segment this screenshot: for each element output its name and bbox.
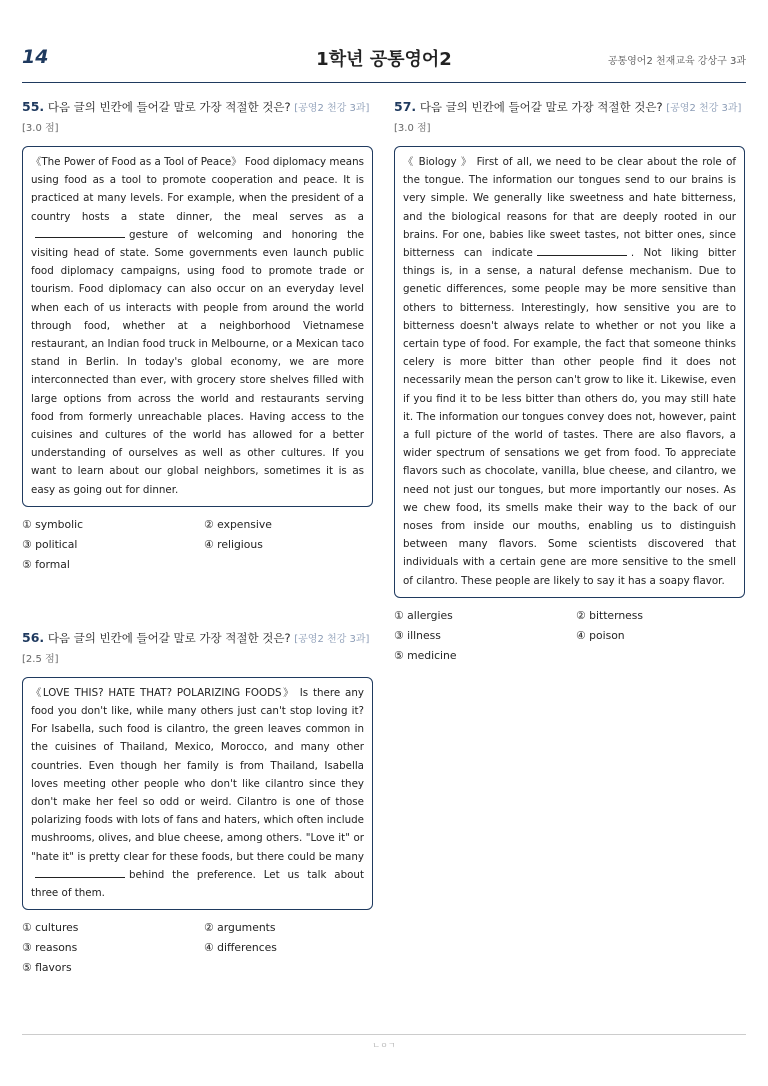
choice-5[interactable]: ⑤ formal — [22, 557, 70, 571]
choice-5[interactable]: ⑤ flavors — [22, 961, 72, 975]
passage-text: 《LOVE THIS? HATE THAT? POLARIZING FOODS》 Is there any food you don't like, while many others just can't stop loving it? For Isabella, such food is cilantro, the green leaves common in the cuisines of Thailand, Mexico, Morocco, and many other countries. Even though her family is from Thailand, Isabella loves meeting other people who don't like cilantro since they don't make her feel so odd or weird. Cilantro is one of those polarizing foods with lots of fans and haters, which often include mushrooms, olives, and blue cheese, among others. "Love it" or "hate it" is pretty clear for these foods, but there could be many — [31, 686, 364, 863]
passage-box — [22, 146, 373, 507]
footer-mark: ㄴㅇㄱ — [372, 1041, 396, 1050]
left-column — [22, 98, 373, 976]
passage-box — [22, 677, 373, 910]
passage-text: . Not liking bitter things is, in a sense, a natural defense mechanism. Due to genetic differences, some people may be more sensitive than others to bitterness. Interestingly, how sensitive you are to bitterness doesn't always relate to whether or not you like a certain type of food. For example, the fact that someone thinks celery is more bitter than other people find it does not necessarily mean the person can't grow to like it. Likewise, even if you find it to be less bitter than others do, you may still hate it. The information our tongues convey does not, however, paint a full picture of the world of tastes. There are also flavors, a wider spectrum of sensations we get from food. To appreciate flavors such as chocolate, vanilla, blue cheese, and cilantro, we need not just our tongues, but more importantly our noses. As we chew food, its smells make their way to the back of our noses from inside our mouths, enabling us to distinguish between many flavors. Some scientists discovered that individuals with a certain gene are more sensitive to the smell of cilantro. These people are likely to say it has a soapy flavor. — [403, 247, 736, 587]
choice-4[interactable]: ④ differences — [204, 941, 277, 955]
question-points: [2.5 점] — [22, 653, 59, 665]
answer-blank — [537, 244, 627, 256]
choice-1[interactable]: ① symbolic — [22, 517, 84, 531]
question-tag: [공영2 천강 3과] — [666, 103, 742, 114]
passage-text: 《The Power of Food as a Tool of Peace》 Food diplomacy means using food as a tool to promote cooperation and peace. It is practiced at many levels. For example, when the president of a country hosts a state dinner, the meal serves as a — [31, 156, 364, 223]
question-number: 55. — [22, 99, 45, 114]
question-number: 56. — [22, 629, 45, 645]
passage-text: 《 Biology 》 First of all, we need to be clear about the role of the tongue. The information our tongues send to our brains is very simple. We generally like sweetness and hate bitterness, and the biological reasons for that are deeply rooted in our brains. For one, babies like sweet tastes, not bitter ones, since bitterness can indicate — [403, 156, 736, 260]
choice-2[interactable]: ② bitterness — [576, 608, 644, 622]
page-number: 14 — [22, 46, 49, 68]
answer-blank — [35, 226, 125, 238]
passage-text: gesture of welcoming and honoring the visiting head of state. Some governments even launch public food diplomacy campaigns, using food to promote trade or tourism. Food diplomacy can also occur on an everyday level when each of us interacts with people from around the world through food, whether at a neighborhood Vietnamese restaurant, an Indian food truck in Melbourne, or a Mexican taco stand in Berlin. In today's global economy, we are more interconnected than ever, with grocery store shelves filled with large options from across the world and restaurants serving food from formerly unreachable places. Having access to the cuisines and cultures of the world has allowed for a better understanding of ourselves as well as other cultures. If you want to learn about our global neighbors, sometimes it is as easy as going out for dinner. — [31, 228, 364, 496]
question-56 — [22, 629, 373, 976]
answer-choices — [22, 920, 373, 976]
answer-choices — [22, 517, 373, 573]
answer-blank — [35, 866, 125, 878]
choice-1[interactable]: ① cultures — [22, 921, 79, 935]
document-title: 1학년 공통영어2 — [316, 49, 452, 70]
question-tag: [공영2 천강 3과] — [294, 103, 370, 114]
choice-5[interactable]: ⑤ medicine — [394, 648, 457, 662]
question-header — [22, 98, 373, 138]
question-55 — [22, 98, 373, 573]
choice-4[interactable]: ④ religious — [204, 537, 263, 551]
question-header — [394, 98, 745, 138]
choice-3[interactable]: ③ reasons — [22, 941, 78, 955]
passage-box — [394, 146, 745, 598]
choice-2[interactable]: ② arguments — [204, 921, 276, 935]
document-meta: 공통영어2 천재교육 강상구 3과 — [607, 56, 746, 67]
question-points: [3.0 점] — [22, 123, 59, 134]
question-prompt: 다음 글의 빈칸에 들어갈 말로 가장 적절한 것은? — [47, 100, 291, 114]
question-points: [3.0 점] — [394, 123, 431, 134]
choice-2[interactable]: ② expensive — [204, 517, 272, 531]
footer-divider — [22, 1034, 746, 1035]
choice-1[interactable]: ① allergies — [394, 608, 453, 622]
question-header — [22, 629, 373, 669]
right-column — [394, 98, 745, 664]
answer-choices — [394, 608, 745, 664]
choice-3[interactable]: ③ illness — [394, 628, 441, 642]
passage-text: behind the preference. Let us talk about three of them. — [31, 868, 364, 900]
choice-3[interactable]: ③ political — [22, 537, 78, 551]
choice-4[interactable]: ④ poison — [576, 628, 625, 642]
question-prompt: 다음 글의 빈칸에 들어갈 말로 가장 적절한 것은? — [47, 630, 291, 645]
question-prompt: 다음 글의 빈칸에 들어갈 말로 가장 적절한 것은? — [419, 100, 663, 114]
page-header — [22, 40, 746, 83]
question-tag: [공영2 천강 3과] — [294, 633, 370, 645]
question-57 — [394, 98, 745, 664]
question-number: 57. — [394, 99, 417, 114]
